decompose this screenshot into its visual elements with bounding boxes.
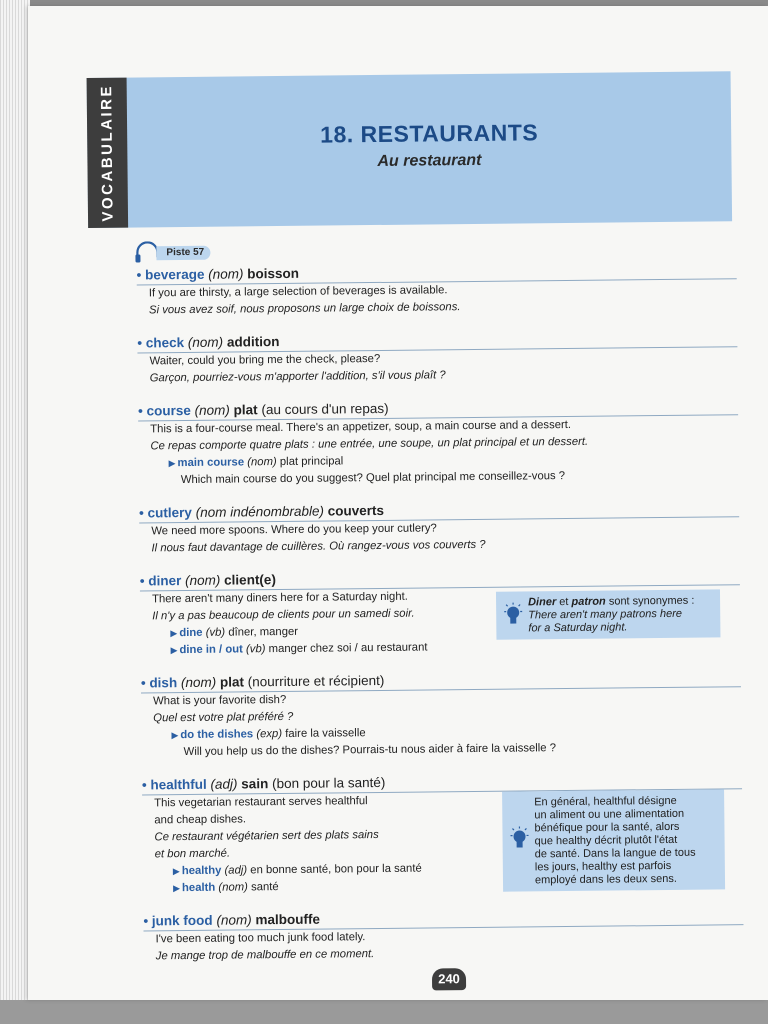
entry-heading: • diner (nom) client(e) (140, 567, 740, 591)
entry-heading: • check (nom) addition (137, 329, 737, 353)
section-tab (87, 78, 129, 228)
note-line: un aliment ou une alimentation (534, 807, 685, 822)
entry-heading: • cutlery (nom indénombrable) couverts (139, 499, 739, 523)
sub-entry-do-the-dishes: ▶ do the dishes (exp) faire la vaisselle (171, 727, 366, 742)
example-en: and cheap dishes. (154, 813, 247, 827)
note-synonyms (496, 589, 720, 639)
example-fr: Je mange trop de malbouffe en ce moment. (155, 948, 375, 963)
entry-junk-food (143, 907, 744, 965)
lightbulb-icon (502, 601, 524, 629)
sub-entry-dine-in-out: ▶ dine in / out (vb) manger chez soi / au restaurant (170, 641, 428, 657)
scan-background (0, 1000, 768, 1024)
note-line: There aren't many patrons here (528, 607, 683, 622)
example-fr: Quel est votre plat préféré ? (153, 710, 294, 725)
chapter-title: 18. RESTAURANTS (320, 119, 539, 148)
sub-example: Will you help us do the dishes? Pourrais-tu nous aider à faire la vaisselle ? (183, 742, 557, 759)
example-fr: Il nous faut davantage de cuillères. Où rangez-vous vos couverts ? (151, 538, 486, 555)
entry-heading: • dish (nom) plat (nourriture et récipient) (141, 669, 741, 693)
entry-check (137, 329, 738, 387)
note-line: bénéfique pour la santé, alors (534, 820, 680, 835)
example-fr: Ce repas comporte quatre plats : une entrée, une soupe, un plat principal et un dessert. (150, 435, 589, 453)
example-fr: et bon marché. (154, 847, 231, 861)
entry-cutlery (139, 499, 740, 557)
example-en: If you are thirsty, a large selection of beverages is available. (148, 284, 448, 300)
entry-heading: • healthful (adj) sain (bon pour la santé) (142, 771, 742, 795)
example-en: What is your favorite dish? (153, 693, 287, 708)
section-tab-label: VOCABULAIRE (98, 83, 117, 222)
note-healthful (502, 789, 725, 891)
example-en: This vegetarian restaurant serves healthful (154, 795, 368, 810)
sub-entry-dine: ▶ dine (vb) dîner, manger (170, 625, 299, 640)
entry-course (138, 397, 739, 489)
example-en: Waiter, could you bring me the check, please? (149, 352, 381, 368)
note-line: de santé. Dans la langue de tous (534, 846, 696, 861)
sub-entry-healthy: ▶ healthy (adj) en bonne santé, bon pour la santé (172, 862, 422, 878)
example-fr: Ce restaurant végétarien sert des plats sains (154, 829, 379, 844)
example-fr: Si vous avez soif, nous proposons un large choix de boissons. (148, 301, 461, 317)
example-en: There aren't many diners here for a Saturday night. (151, 590, 408, 606)
note-line: En général, healthful désigne (534, 794, 677, 809)
note-line: que healthy décrit plutôt l'état (534, 833, 678, 848)
book-page (28, 6, 768, 1000)
sub-entry-health: ▶ health (nom) santé (173, 881, 279, 895)
entry-beverage (137, 261, 738, 319)
example-en: We need more spoons. Where do you keep your cutlery? (151, 522, 437, 538)
note-line: for a Saturday night. (528, 621, 628, 635)
example-en: This is a four-course meal. There's an appetizer, soup, a main course and a dessert. (150, 418, 572, 436)
entry-heading: • beverage (nom) boisson (137, 261, 737, 285)
example-fr: Garçon, pourriez-vous m'apporter l'addition, s'il vous plaît ? (149, 369, 446, 385)
entry-dish (141, 669, 742, 761)
lightbulb-icon (508, 825, 530, 853)
note-line: Diner et patron sont synonymes : (528, 594, 695, 609)
entry-heading: • junk food (nom) malbouffe (143, 907, 743, 931)
example-fr: Il n'y a pas beaucoup de clients pour un samedi soir. (152, 607, 415, 623)
sub-entry-main-course: ▶ main course (nom) plat principal (168, 455, 344, 470)
book-page-edges (0, 0, 30, 1024)
entry-heading: • course (nom) plat (au cours d'un repas) (138, 397, 738, 421)
note-line: les jours, healthy est parfois (534, 859, 672, 874)
chapter-subtitle: Au restaurant (377, 151, 482, 170)
page-number: 240 (432, 968, 466, 990)
note-line: employé dans les deux sens. (534, 872, 677, 887)
audio-track-label: Piste 57 (156, 246, 210, 261)
sub-example: Which main course do you suggest? Quel plat principal me conseillez-vous ? (180, 470, 566, 487)
example-en: I've been eating too much junk food lately. (155, 931, 366, 946)
